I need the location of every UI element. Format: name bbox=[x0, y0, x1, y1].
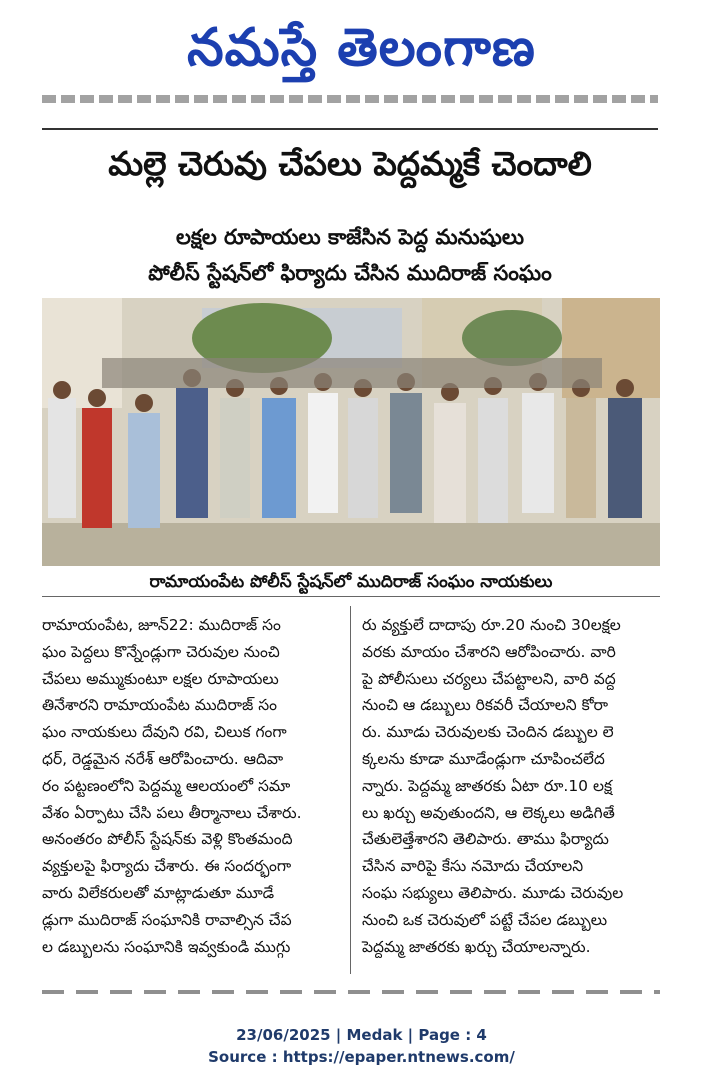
article-subheadline-1: లక్షల రూపాయలు కాజేసిన పెద్ద మనుషులు bbox=[175, 225, 525, 249]
news-photo bbox=[42, 298, 660, 566]
article-line: తినేశారని రామాయంపేట ముదిరాజ్ సం bbox=[42, 696, 278, 715]
article-line: నుంచి ఒక చెరువులో పట్టే చేపల డబ్బులు bbox=[362, 910, 608, 929]
article-line: రం పట్టణంలోని పెద్దమ్మ ఆలయంలో సమా bbox=[42, 776, 291, 795]
article-subheadline-2: పోలీస్ స్టేషన్‌లో ఫిర్యాదు చేసిన ముదిరాజ్ సంఘం bbox=[148, 261, 552, 285]
article-headline: మల్లె చెరువు చేపలు పెద్దమ్మకే చెందాలి bbox=[108, 144, 592, 183]
article-line: చేసిన వారిపై కేసు నమోదు చేయాలని bbox=[362, 857, 584, 876]
news-photo-illustration bbox=[42, 298, 660, 566]
article-line: వేశం ఏర్పాటు చేసి పలు తీర్మానాలు చేశారు. bbox=[42, 803, 302, 822]
article-line: చేపలు అమ్ముకుంటూ లక్షల రూపాయలు bbox=[42, 669, 279, 688]
article-line: చేతులెత్తేశారని తెలిపారు. తాము ఫిర్యాదు bbox=[362, 830, 609, 849]
article-line: ధర్, రెడ్డమైన నరేశ్ ఆరోపించారు. ఆదివా bbox=[42, 749, 284, 768]
article-line: ఘం నాయకులు దేవుని రవి, చిలుక గంగా bbox=[42, 723, 287, 742]
clipped-text-strip bbox=[42, 92, 658, 108]
article-line: డ్లుగా ముదిరాజ్ సంఘానికి రావాల్సిన చేప bbox=[42, 910, 292, 929]
article-line: వారు విలేకరులతో మాట్లాడుతూ మూడే bbox=[42, 883, 275, 902]
article-line: న్నారు. పెద్దమ్మ జాతరకు ఏటా రూ.10 లక్ష bbox=[362, 776, 613, 795]
article-line: వ్యక్తులపై ఫిర్యాదు చేశారు. ఈ సందర్భంగా bbox=[42, 857, 292, 876]
article-line: ల డబ్బులను సంఘానికి ఇవ్వకుండి ముగ్గు bbox=[42, 937, 291, 956]
article-line: రు. మూడు చెరువులకు చెందిన డబ్బుల లె bbox=[362, 723, 614, 742]
footer-date-line: 23/06/2025 | Medak | Page : 4 bbox=[236, 1026, 487, 1044]
article-line: సంఘ సభ్యులు తెలిపారు. మూడు చెరువుల bbox=[362, 883, 624, 902]
newspaper-title: నమస్తే తెలంగాణ bbox=[187, 18, 536, 78]
article-line: నుంచి ఆ డబ్బులు రికవరీ చేయాలని కోరా bbox=[362, 696, 609, 715]
article-line: రు వ్యక్తులే దాదాపు రూ.20 నుంచి 30లక్షల bbox=[362, 616, 621, 634]
article-line: క్కలను కూడా మూడేండ్లుగా చూపించలేద bbox=[362, 749, 605, 768]
article-column-1 bbox=[42, 612, 342, 960]
footer-source-line: Source : https://epaper.ntnews.com/ bbox=[208, 1048, 515, 1066]
top-rule bbox=[42, 128, 658, 130]
article-line: పెద్దమ్మ జాతరకు ఖర్చు చేయాలన్నారు. bbox=[362, 937, 591, 956]
article-line: వరకు మాయం చేశారని ఆరోపించారు. వారి bbox=[362, 642, 616, 661]
masthead bbox=[0, 8, 723, 88]
article-line: అనంతరం పోలీస్ స్టేషన్‌కు వెళ్లి కొంతమంది bbox=[42, 830, 293, 849]
clipped-text-strip-bottom bbox=[42, 980, 660, 1004]
article-line: లు ఖర్చు అవుతుందని, ఆ లెక్కలు అడిగితే bbox=[362, 803, 615, 822]
article-line: ఘం పెద్దలు కొన్నేండ్లుగా చెరువుల నుంచి bbox=[42, 642, 280, 661]
article-column-2 bbox=[362, 612, 660, 960]
photo-caption: రామాయంపేట పోలీస్ స్టేషన్‌లో ముదిరాజ్ సంఘం నాయకులు bbox=[42, 568, 660, 597]
article-line: పై పోలీసులు చర్యలు చేపట్టాలని, వారి వద్ద bbox=[362, 669, 616, 688]
article-line: రామాయంపేట, జూన్22: ముదిరాజ్ సం bbox=[42, 616, 281, 634]
column-divider bbox=[350, 606, 351, 974]
